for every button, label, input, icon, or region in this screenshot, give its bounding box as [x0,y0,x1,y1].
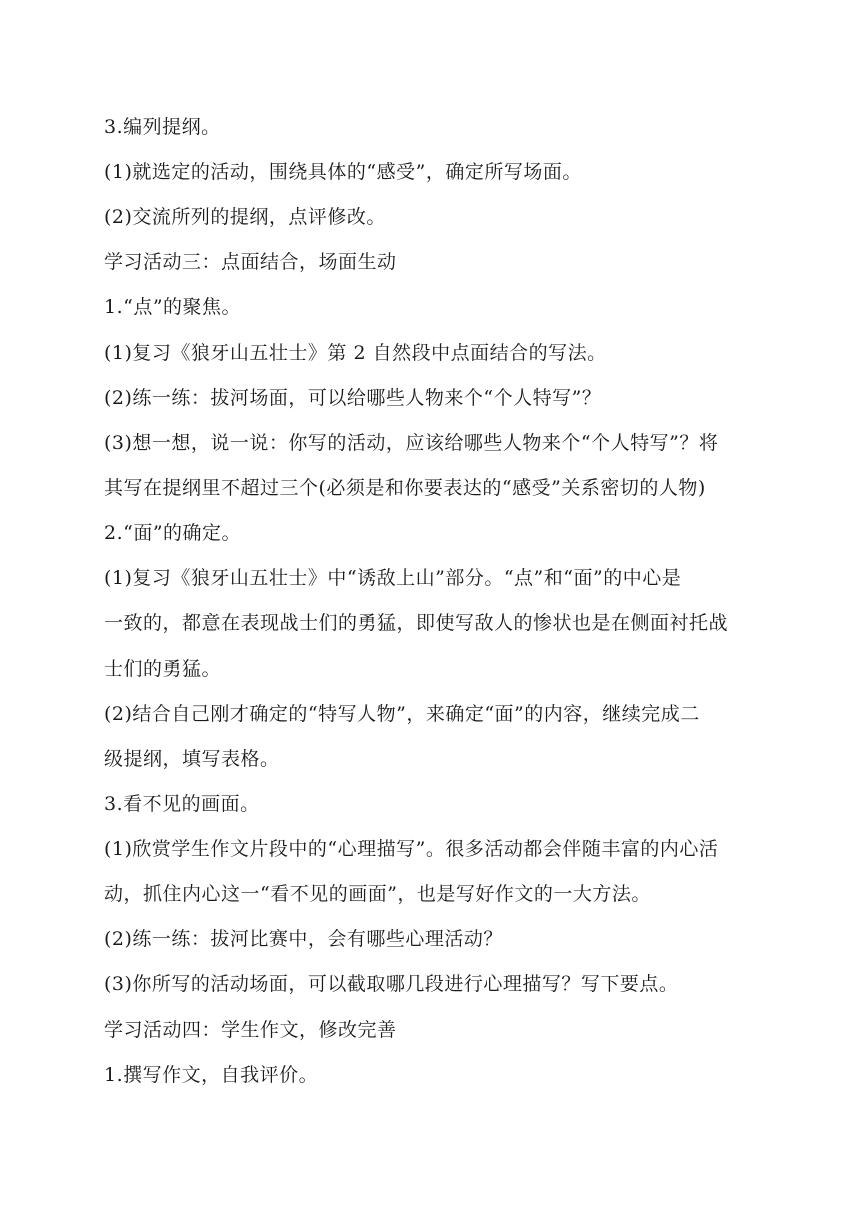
paragraph-line: (3)你所写的活动场面，可以截取哪几段进行心理描写？写下要点。 [104,973,679,995]
section-heading-activity-three: 学习活动三：点面结合，场面生动 [104,251,397,273]
heading-outline-step: 3.编列提纲。 [104,116,221,138]
paragraph-line: (3)想一想，说一说：你写的活动，应该给哪些人物来个“个人特写”？将 [104,432,719,454]
paragraph-line: 级提纲，填写表格。 [104,748,280,770]
heading-surface-definition: 2.“面”的确定。 [104,522,242,544]
heading-write-essay: 1.撰写作文，自我评价。 [104,1064,319,1086]
paragraph-line: (2)交流所列的提纲，点评修改。 [104,206,386,228]
paragraph-line: 其写在提纲里不超过三个(必须是和你要表达的“感受”关系密切的人物) [104,477,706,499]
paragraph-line: (1)复习《狼牙山五壮士》中“诱敌上山”部分。“点”和“面”的中心是 [104,567,682,589]
paragraph-line: 动，抓住内心这一“看不见的画面”，也是写好作文的一大方法。 [104,883,651,905]
heading-point-focus: 1.“点”的聚焦。 [104,296,242,318]
paragraph-line: (1)欣赏学生作文片段中的“心理描写”。很多活动都会伴随丰富的内心活 [104,838,719,860]
paragraph-line: 士们的勇猛。 [104,658,222,680]
heading-invisible-picture: 3.看不见的画面。 [104,793,260,815]
section-heading-activity-four: 学习活动四：学生作文，修改完善 [104,1019,397,1041]
paragraph-line: (1)就选定的活动，围绕具体的“感受”，确定所写场面。 [104,161,582,183]
paragraph-line: 一致的，都意在表现战士们的勇猛，即使写敌人的惨状也是在侧面衬托战 [104,612,729,634]
paragraph-line: (2)结合自己刚才确定的“特写人物”，来确定“面”的内容，继续完成二 [104,703,700,725]
paragraph-line: (2)练一练：拔河比赛中，会有哪些心理活动？ [104,928,503,950]
paragraph-line: (2)练一练：拔河场面，可以给哪些人物来个“个人特写”？ [104,387,602,409]
paragraph-line: (1)复习《狼牙山五壮士》第 2 自然段中点面结合的写法。 [104,342,607,364]
